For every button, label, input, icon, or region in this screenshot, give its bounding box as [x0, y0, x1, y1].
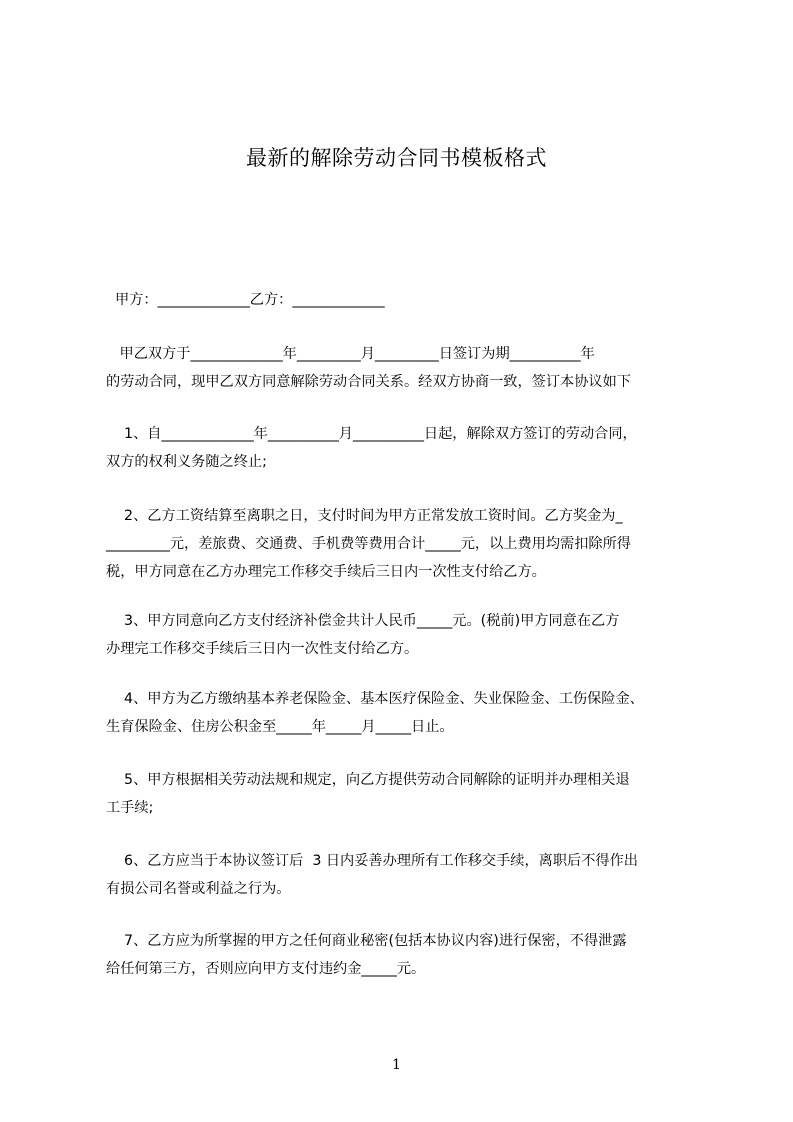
clause-4-line: 4、甲方为乙方缴纳基本养老保险金、基本医疗保险金、失业保险金、工伤保险金、 [106, 691, 644, 707]
page-number: 1 [392, 1057, 401, 1073]
clause-7-line: 给任何第三方，否则应向甲方支付违约金_____元。 [106, 961, 426, 977]
clause-3-line: 3、甲方同意向乙方支付经济补偿金共计人民币_____元。(税前)甲方同意在乙方 [106, 613, 620, 629]
paragraph-line: 的劳动合同，现甲乙双方同意解除劳动合同关系。经双方协商一致，签订本协议如下 [106, 374, 631, 390]
clause-5-line: 5、甲方根据相关劳动法规和规定，向乙方提供劳动合同解除的证明并办理相关退 [106, 772, 630, 788]
clause-6-line: 6、乙方应当于本协议签订后 3 日内妥善办理所有工作移交手续，离职后不得作出 [106, 853, 638, 869]
clause-1-line: 双方的权利义务随之终止; [106, 454, 267, 470]
clause-7-line: 7、乙方应为所掌握的甲方之任何商业秘密(包括本协议内容)进行保密，不得泄露 [106, 933, 627, 949]
clause-2-line: _________元，差旅费、交通费、手机费等费用合计_____元，以上费用均需扣除所得 [106, 536, 631, 552]
clause-6-line: 有损公司名誉或利益之行为。 [106, 881, 291, 897]
clause-1-line: 1、自_____________年__________月__________日起，解除双方签订的劳动合同， [106, 426, 637, 442]
clause-3-line: 办理完工作移交手续后三日内一次性支付给乙方。 [106, 641, 419, 657]
parties-line: 甲方：_____________乙方：_____________ [106, 292, 385, 308]
clause-4-line: 生育保险金、住房公积金至_____年_____月_____日止。 [106, 719, 454, 735]
clause-5-line: 工手续; [106, 800, 154, 816]
clause-2-line: 税，甲方同意在乙方办理完工作移交手续后三日内一次性支付给乙方。 [106, 564, 546, 580]
document-title: 最新的解除劳动合同书模板格式 [246, 146, 547, 170]
paragraph-line: 甲乙双方于_____________年_________月_________日签订为期__________年 [106, 346, 595, 362]
clause-2-line: 2、乙方工资结算至离职之日，支付时间为甲方正常发放工资时间。乙方奖金为_ [106, 508, 623, 524]
